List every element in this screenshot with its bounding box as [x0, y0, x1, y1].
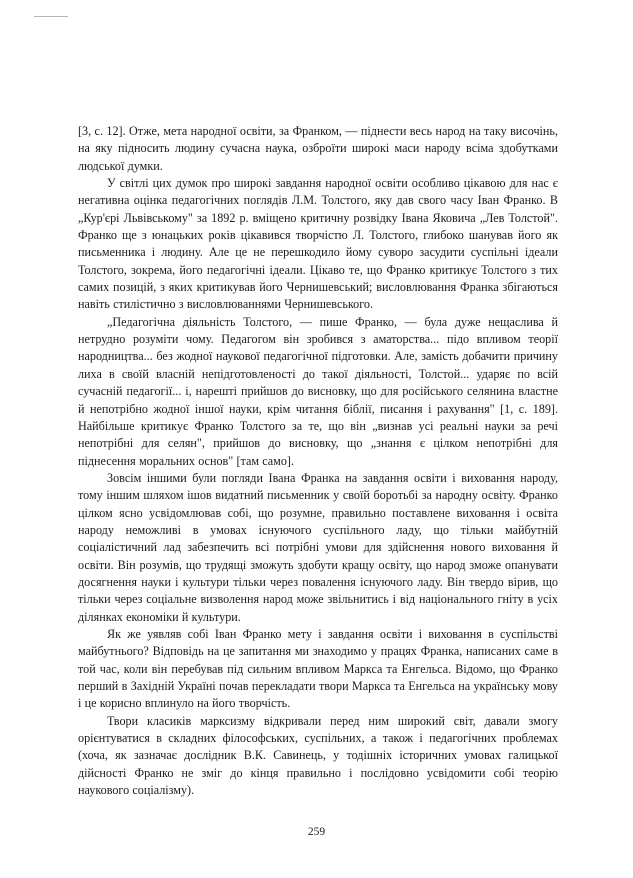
paragraph-tolstoy-assessment: У світлі цих думок про широкі завдання народної освіти особливо цікавою для нас є негативна оцінка педагогічних поглядів Л.М. Толстого, яку дав свого часу Іван Франко. В „Кур'єрі Львівському" за 1892 р. вміщено критичну розвідку Івана Яковича „Лев Толстой". Франко ще з юнацьких років цікавився творчістю Л. Толстого, глибоко шанував його як письменника і людину. Але це не перешкодило йому суворо засудити суспільні ідеали Толстого, зокрема, його педагогічні ідеали. Цікаво те, що Франко критикує Толстого з тих самих позицій, з яких критикував його Чернишевський; висловлювання Франка збігаються навіть стилістично з висловлюваннями Чернишевського. [78, 176, 558, 312]
scan-corner-mark [34, 16, 68, 17]
paragraph-franko-views: Зовсім іншими були погляди Івана Франка на завдання освіти і виховання народу, тому іншим шляхом ішов видатний письменник у своїй боротьбі за народну освіту. Франко цілком ясно усвідомлював собі, що розумне, правильно поставлене виховання і освіта народу неможливі в умовах існуючого суспільного ладу, що тільки майбутній соціалістичний лад забезпечить всі потрібні умови для здійснення нового виховання й освіти. Він розумів, що трудящі зможуть здобути кращу освіту, що народ зможе опанувати досягнення науки і культури тільки через повалення існуючого ладу. Він твердо вірив, що тільки через соціальне визволення народ може звільнитись і від національного гніту в усіх ділянках економіки й культури. [78, 470, 558, 624]
paragraph-continuation: [3, с. 12]. Отже, мета народної освіти, за Франком, — піднести весь народ на таку височінь, на яку підносить людину сучасна наука, озброїти широкі маси народу всіма здобутками людської думки. [78, 124, 558, 173]
paragraph-franko-quote: „Педагогічна діяльність Толстого, — пише Франко, — була дуже нещаслива й нетрудно розуміти чому. Педагогом він зробився з аматорства... підо впливом теорії народництва... без жодної наукової педагогічної підготовки. Але, замість добачити причину лиха в своїй власній непідготовленості до такої діяльності, Толстой... ударяє по всій сучасній педагогії... і, нарешті прийшов до висновку, що для російського селянина властне й непотрібно жодної іншої науки, крім читання біблії, писання і рахування" [1, с. 189]. Найбільше критикує Франко Толстого за те, що він „визнав усі реальні науки за речі непотрібні для селян", прийшов до висновку, що „знання є цілком непотрібні для піднесення моральних основ" [там само]. [78, 314, 558, 468]
body-text [78, 123, 558, 799]
paragraph-future-society: Як же уявляв собі Іван Франко мету і завдання освіти і виховання в суспільстві майбутнього? Відповідь на це запитання ми знаходимо у працях Франка, написаних саме в той час, коли він перебував під сильним впливом Маркса та Енгельса. Відомо, що Франко перший в Західній Україні почав перекладати твори Маркса та Енгельса на українську мову і це корисно вплинуло на його творчість. [78, 626, 558, 711]
page-number: 259 [307, 826, 326, 838]
paragraph-marxism: Твори класиків марксизму відкривали перед ним широкий світ, давали змогу орієнтуватися в складних філософських, суспільних, а також і педагогічних проблемах (хоча, як зазначає дослідник В.К. Савинець, у тодішніх історичних умовах галицької дійсності Франко не зміг до кінця правильно і послідовно усвідомити собі теорію наукового соціалізму). [78, 713, 558, 798]
